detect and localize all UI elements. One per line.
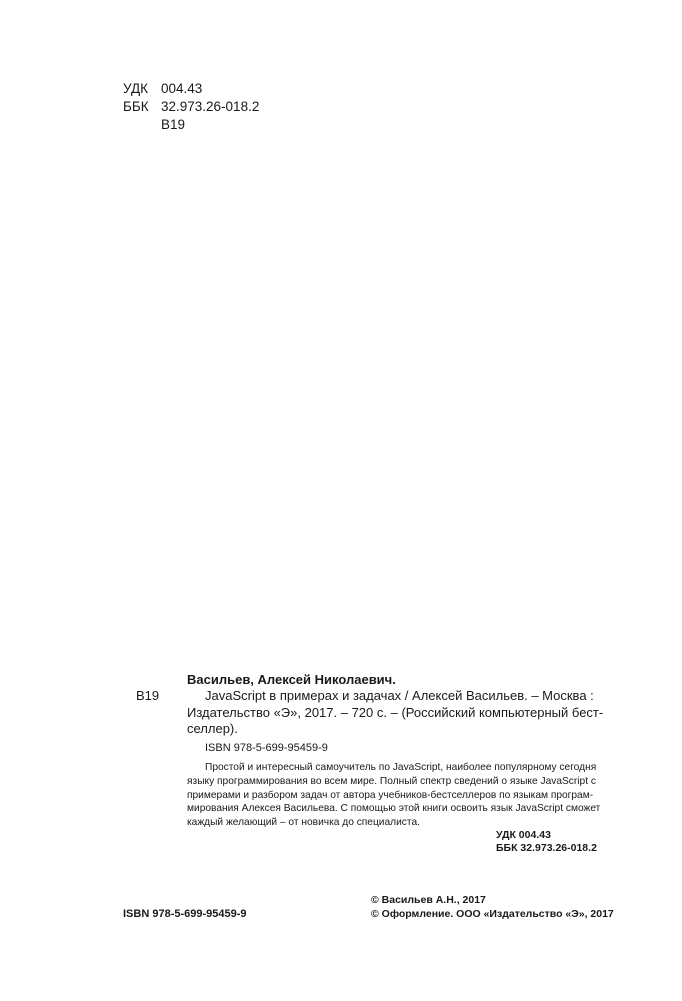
annotation xyxy=(187,761,621,830)
record-codes xyxy=(496,829,597,855)
annotation-line: мирования Алексея Васильева. С помощью этой книги освоить язык JavaScript сможет xyxy=(187,803,601,815)
record-bbk: ББК 32.973.26-018.2 xyxy=(496,842,597,854)
record-line: селлер). xyxy=(187,721,238,736)
record-author: Васильев, Алексей Николаевич. xyxy=(187,672,396,687)
classification-codes xyxy=(123,80,259,134)
udk-value: 004.43 xyxy=(161,81,203,96)
bbk-value: 32.973.26-018.2 xyxy=(161,99,260,114)
footer-isbn: ISBN 978-5-699-95459-9 xyxy=(123,908,247,920)
copyright-design: © Оформление. ООО «Издательство «Э», 2017 xyxy=(371,908,614,920)
annotation-line: каждый желающий – от новичка до специалиста. xyxy=(187,817,420,829)
copyright-author: © Васильев А.Н., 2017 xyxy=(371,894,486,906)
annotation-line: Простой и интересный самоучитель по JavaScript, наиболее популярному сегодня xyxy=(205,762,597,773)
udk-label: УДК xyxy=(123,81,148,96)
bbk-row xyxy=(123,98,259,116)
record-author-sign: В19 xyxy=(136,688,160,703)
annotation-line: языку программирования во всем мире. Полный спектр сведений о языке JavaScript с xyxy=(187,775,596,787)
copyright-block xyxy=(371,893,614,921)
record-udk: УДК 004.43 xyxy=(496,829,551,841)
bbk-label: ББК xyxy=(123,99,149,114)
record-line: Издательство «Э», 2017. – 720 с. – (Российский компьютерный бест- xyxy=(187,704,604,720)
record-isbn: ISBN 978-5-699-95459-9 xyxy=(205,742,328,754)
author-sign: В19 xyxy=(161,117,186,132)
record-line: JavaScript в примерах и задачах / Алексей Васильев. – Москва : xyxy=(205,688,594,703)
record-description xyxy=(187,688,621,738)
annotation-line: примерами и разбором задач от автора учебников-бестселлеров по языкам програм- xyxy=(187,789,594,801)
udk-row xyxy=(123,80,259,98)
